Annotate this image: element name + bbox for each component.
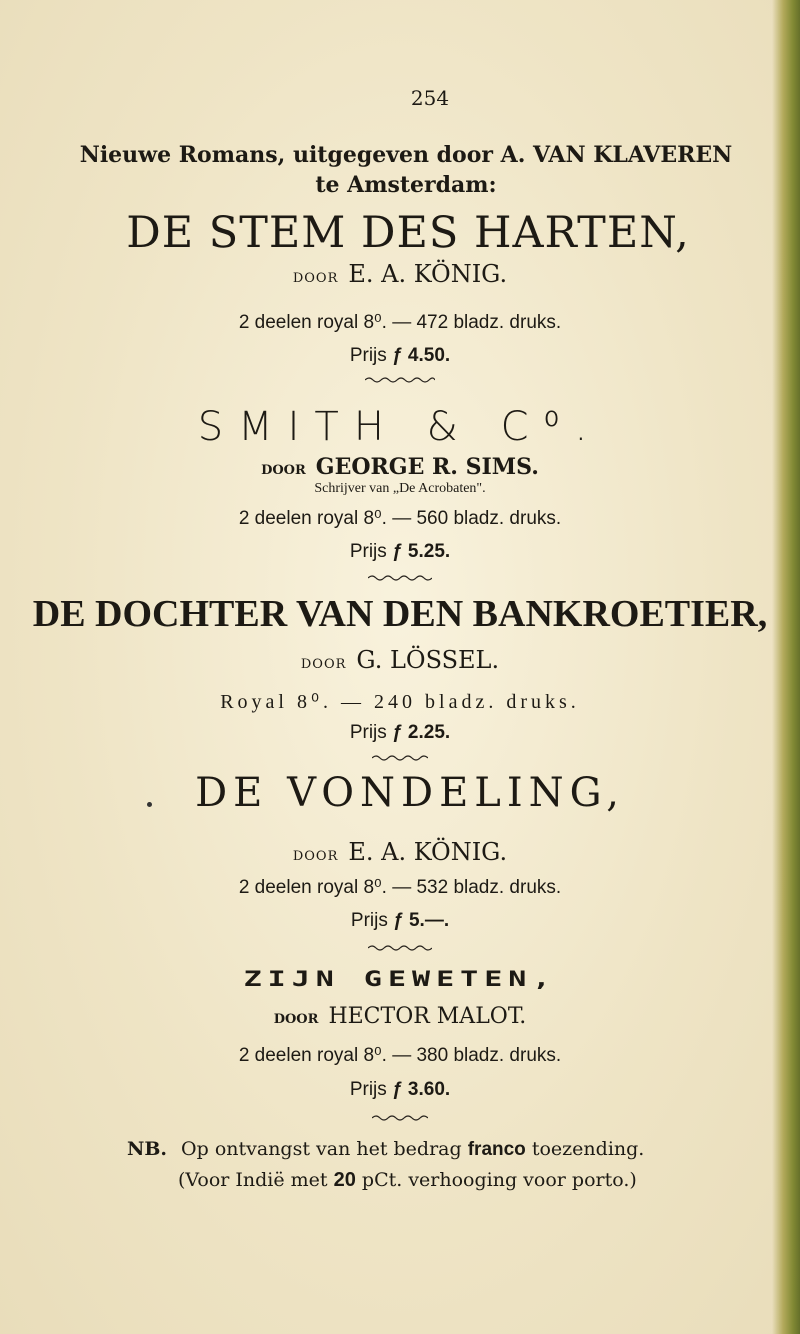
book-title: DE VONDELING, [195, 770, 625, 816]
wavy-divider [0, 754, 800, 764]
price-value: ƒ 3.60. [392, 1079, 451, 1100]
price-label: Prijs [349, 722, 387, 743]
book-price [0, 541, 800, 563]
price-value: ƒ 4.50. [392, 345, 451, 366]
price-value: ƒ 5.25. [392, 541, 451, 562]
note-line-2 [178, 1165, 644, 1195]
note-label: NB. [127, 1138, 168, 1160]
book-details: 2 deelen royal 8⁰. — 380 bladz. druks. [238, 1045, 562, 1066]
book-details: 2 deelen royal 8⁰. — 532 bladz. druks. [238, 877, 562, 898]
price-value: ƒ 5.—. [393, 910, 450, 931]
door-label: DOOR [261, 463, 306, 478]
shipping-note [127, 1134, 644, 1195]
note-franco: franco [467, 1139, 526, 1160]
note-percentage: 20 [333, 1169, 356, 1191]
wavy-divider [0, 574, 800, 584]
door-label: DOOR [300, 657, 347, 672]
book-price [0, 722, 800, 744]
book-title: ZIJN GEWETEN, [243, 967, 557, 992]
price-label: Prijs [349, 541, 387, 562]
note-text: (Voor Indië met [178, 1169, 328, 1191]
publisher-heading: Nieuwe Romans, uitgegeven door A. VAN KLAVEREN [79, 142, 733, 168]
author-name: HECTOR MALOT. [328, 1004, 527, 1029]
door-label: DOOR [292, 849, 339, 864]
author-name: GEORGE R. SIMS. [315, 454, 539, 480]
note-text: pCt. verhooging voor porto.) [361, 1169, 637, 1191]
book-price [0, 1079, 800, 1101]
wavy-divider [0, 1114, 800, 1124]
book-price [0, 345, 800, 367]
price-label: Prijs [349, 345, 387, 366]
note-line-1 [127, 1134, 644, 1165]
author-subtitle: Schrijver van „De Acrobaten". [314, 481, 486, 496]
book-author [0, 1004, 800, 1029]
note-text: Op ontvangst van het bedrag [181, 1138, 462, 1160]
wavy-divider [0, 376, 800, 386]
book-author [0, 838, 800, 866]
book-details: 2 deelen royal 8⁰. — 472 bladz. druks. [238, 312, 562, 333]
note-text: toezending. [531, 1138, 645, 1160]
book-title: DE DOCHTER VAN DEN BANKROETIER, [32, 593, 768, 635]
author-name: G. LÖSSEL. [356, 646, 500, 674]
author-name: E. A. KÖNIG. [348, 260, 508, 288]
wavy-divider [0, 944, 800, 954]
price-value: ƒ 2.25. [392, 722, 451, 743]
author-name: E. A. KÖNIG. [348, 838, 508, 866]
book-price [0, 910, 800, 932]
door-label: DOOR [292, 271, 339, 286]
book-title: SMITH & C⁰. [197, 404, 603, 450]
book-author [0, 260, 800, 288]
price-label: Prijs [349, 1079, 387, 1100]
book-details: 2 deelen royal 8⁰. — 560 bladz. druks. [238, 508, 562, 529]
book-author [0, 454, 800, 480]
door-label: DOOR [273, 1012, 319, 1027]
publisher-location: te Amsterdam: [315, 172, 497, 198]
book-details: Royal 8⁰. — 240 bladz. druks. [220, 691, 580, 713]
page-number: 254 [410, 86, 450, 110]
price-label: Prijs [350, 910, 388, 931]
book-author [0, 646, 800, 674]
book-title: DE STEM DES HARTEN, [126, 208, 690, 258]
